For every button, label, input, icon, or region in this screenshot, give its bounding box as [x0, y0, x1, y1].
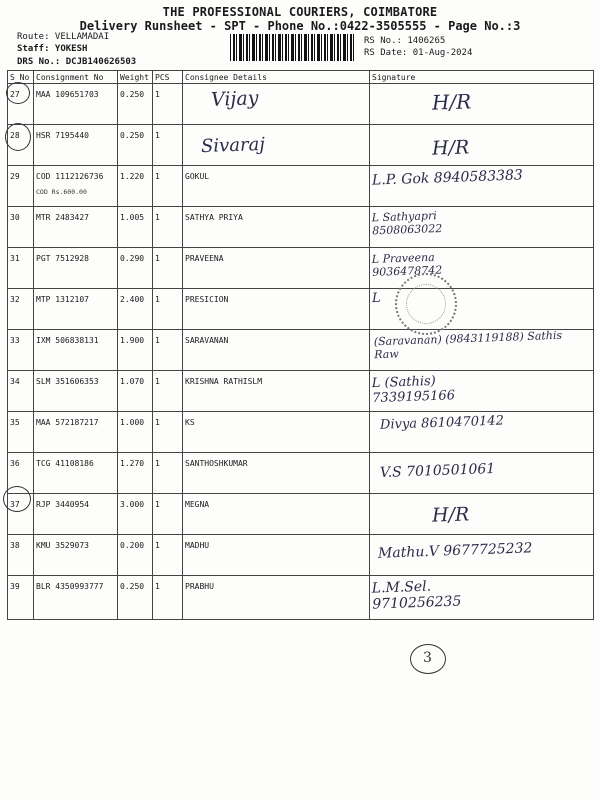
consignee-cell: SARAVANAN [183, 330, 370, 371]
signature-cell [370, 412, 594, 453]
table-row [8, 494, 594, 535]
weight-cell: 0.290 [118, 248, 153, 289]
row-circle-mark [6, 82, 30, 104]
rs-date: RS Date: 01-Aug-2024 [364, 48, 473, 58]
signature-cell [370, 125, 594, 166]
sno-cell: 36 [8, 453, 34, 494]
consignment-cell: TCG 41108186 [34, 453, 118, 494]
signature-mark: H/R [431, 89, 472, 115]
weight-cell: 1.270 [118, 453, 153, 494]
table-row [8, 84, 594, 125]
signature-cell [370, 84, 594, 125]
consignment-cell: MTP 1312107 [34, 289, 118, 330]
row-circle-mark [5, 123, 31, 151]
table-row [8, 535, 594, 576]
consignee-cell: PRAVEENA [183, 248, 370, 289]
consignee-cell [183, 84, 370, 125]
pcs-cell: 1 [153, 576, 183, 620]
signature-cell [370, 166, 594, 207]
sno-cell: 30 [8, 207, 34, 248]
consignee-cell: PRESICION [183, 289, 370, 330]
signature-mark: V.S 7010501061 [379, 460, 496, 482]
signature-cell [370, 207, 594, 248]
signature-cell [370, 453, 594, 494]
table-row [8, 248, 594, 289]
signature-cell [370, 371, 594, 412]
weight-cell: 1.005 [118, 207, 153, 248]
consignee-cell: MEGNA [183, 494, 370, 535]
weight-cell: 3.000 [118, 494, 153, 535]
table-row [8, 412, 594, 453]
runsheet-table [7, 70, 594, 620]
page-number-mark: 3 [410, 644, 446, 674]
runsheet-subtitle: Delivery Runsheet - SPT - Phone No.:0422-3505555 - Page No.:3 [79, 19, 521, 33]
pcs-cell: 1 [153, 494, 183, 535]
consignee-cell: GOKUL [183, 166, 370, 207]
pcs-cell: 1 [153, 166, 183, 207]
signature-cell [370, 576, 594, 620]
weight-cell: 1.000 [118, 412, 153, 453]
delivery-stamp [395, 273, 457, 335]
consignment-cell: MAA 109651703 [34, 84, 118, 125]
pcs-cell: 1 [153, 412, 183, 453]
signature-cell [370, 494, 594, 535]
table-row [8, 371, 594, 412]
consignee-cell: PRABHU [183, 576, 370, 620]
handwritten-name: Sivaraj [200, 133, 266, 158]
table-row [8, 166, 594, 207]
signature-mark: L.P. Gok 8940583383 [371, 167, 524, 189]
consignee-cell: SATHYA PRIYA [183, 207, 370, 248]
drs-number: DRS No.: DCJB14062650З [17, 57, 137, 67]
signature-mark: Mathu.V 9677725232 [377, 540, 533, 562]
row-circle-mark [3, 486, 31, 512]
sno-cell: 34 [8, 371, 34, 412]
weight-cell: 1.220 [118, 166, 153, 207]
col-header-pcs: PCS [153, 71, 183, 84]
table-row [8, 125, 594, 166]
company-title: THE PROFESSIONAL COURIERS, COIMBATORE [162, 5, 438, 19]
weight-cell: 1.070 [118, 371, 153, 412]
weight-cell: 2.400 [118, 289, 153, 330]
barcode [230, 34, 355, 61]
handwritten-name: Vijay [210, 87, 259, 111]
sno-cell: 33 [8, 330, 34, 371]
sno-cell: 32 [8, 289, 34, 330]
pcs-cell: 1 [153, 371, 183, 412]
pcs-cell: 1 [153, 84, 183, 125]
col-header-weight: Weight [118, 71, 153, 84]
consignee-cell [183, 125, 370, 166]
table-header-row [8, 71, 594, 84]
pcs-cell: 1 [153, 453, 183, 494]
sno-cell: 28 [8, 125, 34, 166]
route-label: Route: VELLAMADAI [17, 32, 110, 42]
consignment-cell: RJP 3440954 [34, 494, 118, 535]
table-row [8, 330, 594, 371]
signature-mark: L [371, 290, 381, 307]
weight-cell: 0.200 [118, 535, 153, 576]
weight-cell: 0.250 [118, 125, 153, 166]
table-row [8, 576, 594, 620]
pcs-cell: 1 [153, 330, 183, 371]
signature-mark: L (Sathis) 7339195166 [371, 373, 456, 407]
consignment-cell: MTR 2483427 [34, 207, 118, 248]
signature-cell [370, 330, 594, 371]
table-row [8, 289, 594, 330]
signature-mark: L Sathyapri 8508063022 [371, 209, 443, 238]
sno-cell: 39 [8, 576, 34, 620]
staff-label: Staff: YOKESH [17, 44, 88, 54]
col-header-sno: S No [8, 71, 34, 84]
signature-mark: H/R [431, 136, 470, 160]
col-header-consignment: Consignment No [34, 71, 118, 84]
pcs-cell: 1 [153, 535, 183, 576]
pcs-cell: 1 [153, 207, 183, 248]
pcs-cell: 1 [153, 289, 183, 330]
consignment-cell: PGT 7512928 [34, 248, 118, 289]
sno-cell: 29 [8, 166, 34, 207]
signature-mark: L Praveena 9036478742 [371, 250, 443, 279]
consignment-cell [34, 166, 118, 207]
signature-mark: Divya 8610470142 [379, 413, 505, 433]
consignee-cell: SANTHOSHKUMAR [183, 453, 370, 494]
consignment-number: COD 1112126736 [36, 172, 104, 181]
signature-cell [370, 535, 594, 576]
col-header-signature: Signature [370, 71, 594, 84]
consignment-cell: KMU 3529073 [34, 535, 118, 576]
consignment-cell: MAA 572187217 [34, 412, 118, 453]
pcs-cell: 1 [153, 125, 183, 166]
pcs-cell: 1 [153, 248, 183, 289]
sno-cell: 35 [8, 412, 34, 453]
weight-cell: 0.250 [118, 576, 153, 620]
cod-amount: COD Rs.600.00 [36, 188, 87, 196]
signature-mark: (Saravanan) (9843119188) Sathis Raw [373, 328, 563, 362]
consignee-cell: KS [183, 412, 370, 453]
consignee-cell: MADHU [183, 535, 370, 576]
rs-number: RS No.: 1406265 [364, 36, 446, 46]
consignment-cell: IXM 506838131 [34, 330, 118, 371]
sno-cell: 37 [8, 494, 34, 535]
consignee-cell: KRISHNA RATHISLM [183, 371, 370, 412]
sno-cell: 27 [8, 84, 34, 125]
table-row [8, 207, 594, 248]
sno-cell: 38 [8, 535, 34, 576]
col-header-consignee: Consignee Details [183, 71, 370, 84]
weight-cell: 1.900 [118, 330, 153, 371]
table-row [8, 453, 594, 494]
consignment-cell: BLR 4350993777 [34, 576, 118, 620]
signature-mark: H/R [431, 503, 470, 527]
signature-mark: L.M.Sel. 9710256235 [371, 578, 462, 613]
consignment-cell: HSR 7195440 [34, 125, 118, 166]
sno-cell: 31 [8, 248, 34, 289]
weight-cell: 0.250 [118, 84, 153, 125]
consignment-cell: SLM 351606353 [34, 371, 118, 412]
